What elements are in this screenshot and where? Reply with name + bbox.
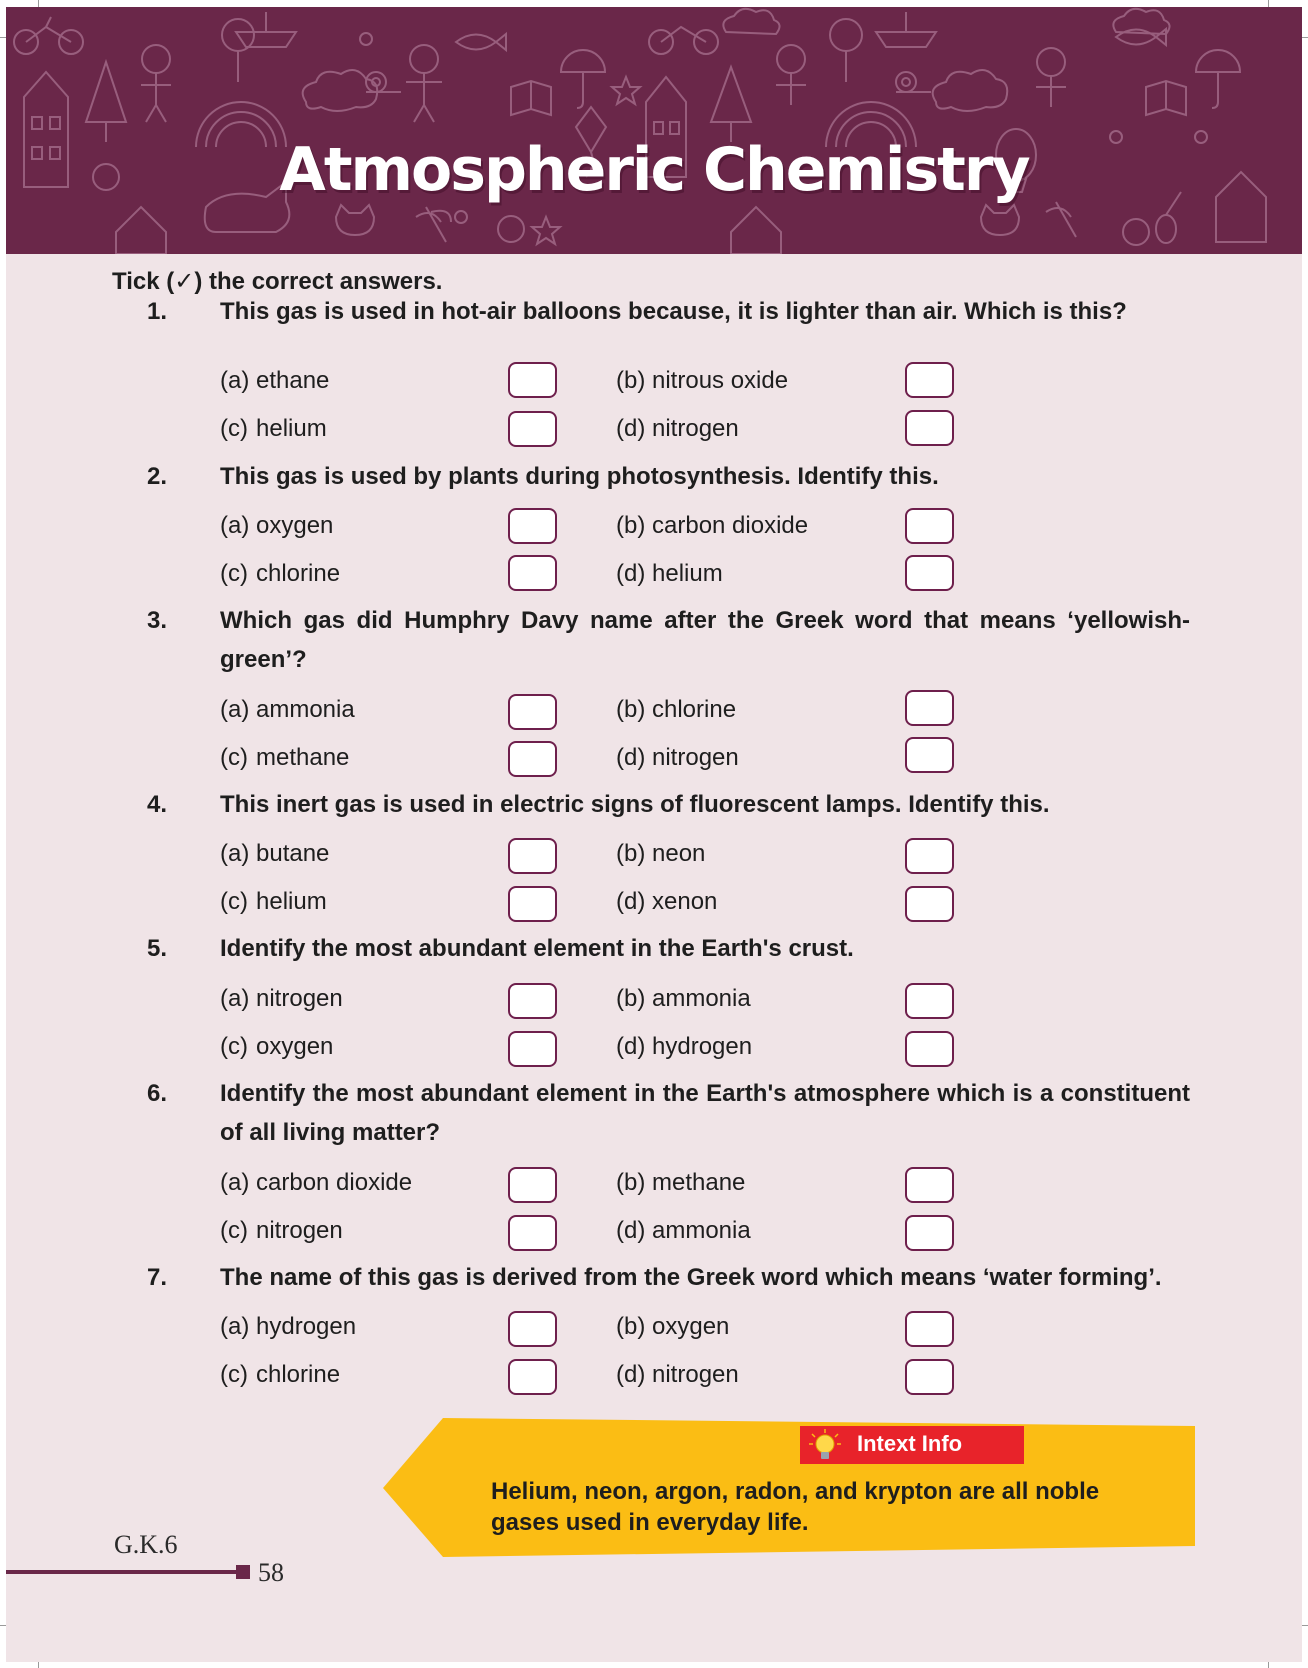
answer-checkbox[interactable] <box>905 983 954 1019</box>
answer-checkbox[interactable] <box>905 508 954 544</box>
option-label: (d) ammonia <box>616 1217 751 1244</box>
option-label: (b) chlorine <box>616 696 737 723</box>
option-label: (d) xenon <box>616 888 718 915</box>
answer-checkbox[interactable] <box>508 1311 557 1347</box>
footer-square-marker <box>236 1565 250 1579</box>
question-number: 7. <box>147 1264 168 1291</box>
question-text: Identify the most abundant element in the Earth's crust. <box>220 935 854 962</box>
option-label: (a) butane <box>220 840 330 867</box>
option-label: (b) carbon dioxide <box>616 512 809 539</box>
answer-checkbox[interactable] <box>508 1215 557 1251</box>
option-label: (c) chlorine <box>220 1361 341 1388</box>
intext-info-tag <box>800 1426 1024 1464</box>
question-number: 2. <box>147 463 168 490</box>
question-number: 3. <box>147 607 168 634</box>
answer-checkbox[interactable] <box>508 508 557 544</box>
answer-checkbox[interactable] <box>905 1031 954 1067</box>
option-label: (a) ethane <box>220 367 330 394</box>
question-text: Identify the most abundant element in the Earth's atmosphere which is a constituent of all living matter? <box>220 1080 1190 1146</box>
question-number: 4. <box>147 791 168 818</box>
option-label: (a) carbon dioxide <box>220 1169 413 1196</box>
answer-checkbox[interactable] <box>905 886 954 922</box>
option-label: (c) methane <box>220 744 350 771</box>
answer-checkbox[interactable] <box>508 1359 557 1395</box>
option-label: (c) chlorine <box>220 560 341 587</box>
option-label: (d) helium <box>616 560 723 587</box>
title-banner <box>6 7 1302 254</box>
option-label: (c) oxygen <box>220 1033 334 1060</box>
intext-info-label: Intext Info <box>857 1431 963 1456</box>
option-label: (b) methane <box>616 1169 746 1196</box>
intext-info-callout <box>383 1418 1195 1557</box>
answer-checkbox[interactable] <box>508 555 557 591</box>
option-label: (b) ammonia <box>616 985 751 1012</box>
worksheet-page <box>6 7 1302 1662</box>
answer-checkbox[interactable] <box>508 741 557 777</box>
question-number: 6. <box>147 1080 168 1107</box>
footer-rule <box>6 1570 238 1574</box>
answer-checkbox[interactable] <box>905 690 954 726</box>
option-label: (a) hydrogen <box>220 1313 357 1340</box>
option-label: (d) nitrogen <box>616 1361 739 1388</box>
doodle-pattern <box>6 7 1302 254</box>
page-title: Atmospheric Chemistry <box>279 135 1029 205</box>
option-label: (a) oxygen <box>220 512 334 539</box>
option-label: (d) nitrogen <box>616 415 739 442</box>
page-number: 58 <box>258 1558 284 1587</box>
answer-checkbox[interactable] <box>905 362 954 398</box>
option-label: (b) nitrous oxide <box>616 367 789 394</box>
intext-info-text: Helium, neon, argon, radon, and krypton are all noble gases used in everyday life. <box>491 1478 1100 1536</box>
instruction-text: Tick (✓) the correct answers. <box>112 268 443 295</box>
option-label: (a) nitrogen <box>220 985 343 1012</box>
option-label: (d) nitrogen <box>616 744 739 771</box>
question-number: 5. <box>147 935 168 962</box>
answer-checkbox[interactable] <box>905 1215 954 1251</box>
option-label: (b) oxygen <box>616 1313 730 1340</box>
answer-checkbox[interactable] <box>905 737 954 773</box>
lightbulb-icon <box>808 1428 842 1462</box>
answer-checkbox[interactable] <box>508 362 557 398</box>
answer-checkbox[interactable] <box>508 411 557 447</box>
answer-checkbox[interactable] <box>905 555 954 591</box>
book-code: G.K.6 <box>114 1530 178 1559</box>
option-label: (c) nitrogen <box>220 1217 343 1244</box>
option-label: (c) helium <box>220 888 327 915</box>
answer-checkbox[interactable] <box>508 1031 557 1067</box>
question-text: This inert gas is used in electric signs of fluorescent lamps. Identify this. <box>220 791 1050 818</box>
question-text: Which gas did Humphry Davy name after the Greek word that means ‘yellowish-green’? <box>220 607 1190 673</box>
answer-checkbox[interactable] <box>905 1311 954 1347</box>
question-text: This gas is used in hot-air balloons because, it is lighter than air. Which is this? <box>220 298 1127 325</box>
question-text: The name of this gas is derived from the Greek word which means ‘water forming’. <box>220 1264 1162 1291</box>
answer-checkbox[interactable] <box>508 1167 557 1203</box>
option-label: (d) hydrogen <box>616 1033 753 1060</box>
option-label: (a) ammonia <box>220 696 355 723</box>
question-text: This gas is used by plants during photosynthesis. Identify this. <box>220 463 939 490</box>
option-label: (c) helium <box>220 415 327 442</box>
answer-checkbox[interactable] <box>508 838 557 874</box>
answer-checkbox[interactable] <box>508 886 557 922</box>
answer-checkbox[interactable] <box>508 983 557 1019</box>
question-number: 1. <box>147 298 168 325</box>
answer-checkbox[interactable] <box>905 1167 954 1203</box>
answer-checkbox[interactable] <box>508 694 557 730</box>
answer-checkbox[interactable] <box>905 838 954 874</box>
answer-checkbox[interactable] <box>905 410 954 446</box>
option-label: (b) neon <box>616 840 706 867</box>
answer-checkbox[interactable] <box>905 1359 954 1395</box>
